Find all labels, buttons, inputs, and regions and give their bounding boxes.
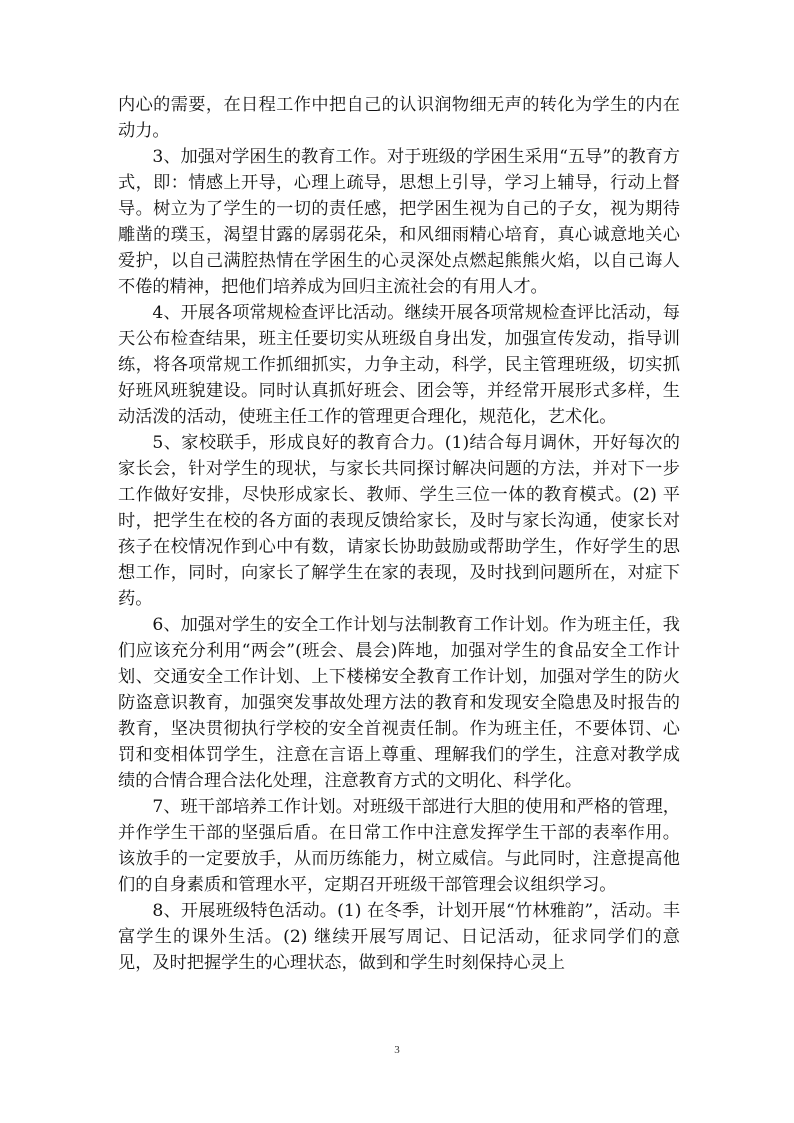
paragraph-item-3: 3、加强对学困生的教育工作。对于班级的学困生采用“五导”的教育方式，即：情感上开导，心理上疏导，思想上引导，学习上辅导，行动上督导。树立为了学生的一切的责任感，把学困生视为自己的子女，视为期待雕凿的璞玉，渴望甘露的孱弱花朵，和风细雨精心培育，真心诚意地关心爱护，以自己满腔热情在学困生的心灵深处点燃起熊熊火焰，以自己诲人不倦的精神，把他们培养成为回归主流社会的有用人才。	[118, 147, 680, 297]
paragraph-item-6: 6、加强对学生的安全工作计划与法制教育工作计划。作为班主任，我们应该充分利用“两会”(班会、晨会)阵地，加强对学生的食品安全工作计划、交通安全工作计划、上下楼梯安全教育工作计划，加强对学生的防火防盗意识教育，加强突发事故处理方法的教育和发现安全隐患及时报告的教育，坚决贯彻执行学校的安全首视责任制。作为班主任，不要体罚、心罚和变相体罚学生，注意在言语上尊重、理解我们的学生，注意对教学成绩的合情合理合法化处理，注意教育方式的文明化、科学化。	[118, 615, 680, 791]
paragraph-item-4: 4、开展各项常规检查评比活动。继续开展各项常规检查评比活动，每天公布检查结果，班主任要切实从班级自身出发，加强宣传发动，指导训练，将各项常规工作抓细抓实，力争主动，科学，民主管理班级，切实抓好班风班貌建设。同时认真抓好班会、团会等，并经常开展形式多样，生动活泼的活动，使班主任工作的管理更合理化，规范化，艺术化。	[118, 303, 680, 427]
paragraph-continuation: 内心的需要，在日程工作中把自己的认识润物细无声的转化为学生的内在动力。	[118, 95, 680, 141]
page-number: 3	[394, 1044, 400, 1056]
paragraph-item-8: 8、开展班级特色活动。(1) 在冬季，计划开展“竹林雅韵”，活动。丰富学生的课外生活。(2) 继续开展写周记、日记活动，征求同学们的意见，及时把握学生的心理状态，做到和学生时刻保持心灵上	[118, 901, 680, 973]
paragraph-item-7: 7、班干部培养工作计划。对班级干部进行大胆的使用和严格的管理，并作学生干部的坚强后盾。在日常工作中注意发挥学生干部的表率作用。该放手的一定要放手，从而历练能力，树立威信。与此同时，注意提高他们的自身素质和管理水平，定期召开班级干部管理会议组织学习。	[118, 797, 680, 895]
document-body	[118, 92, 680, 976]
paragraph-item-5: 5、家校联手，形成良好的教育合力。(1)结合每月调休，开好每次的家长会，针对学生的现状，与家长共同探讨解决问题的方法，并对下一步工作做好安排，尽快形成家长、教师、学生三位一体的教育模式。(2) 平时，把学生在校的各方面的表现反馈给家长，及时与家长沟通，使家长对孩子在校情况作到心中有数，请家长协助鼓励或帮助学生，作好学生的思想工作，同时，向家长了解学生在家的表现，及时找到问题所在，对症下药。	[118, 433, 680, 609]
